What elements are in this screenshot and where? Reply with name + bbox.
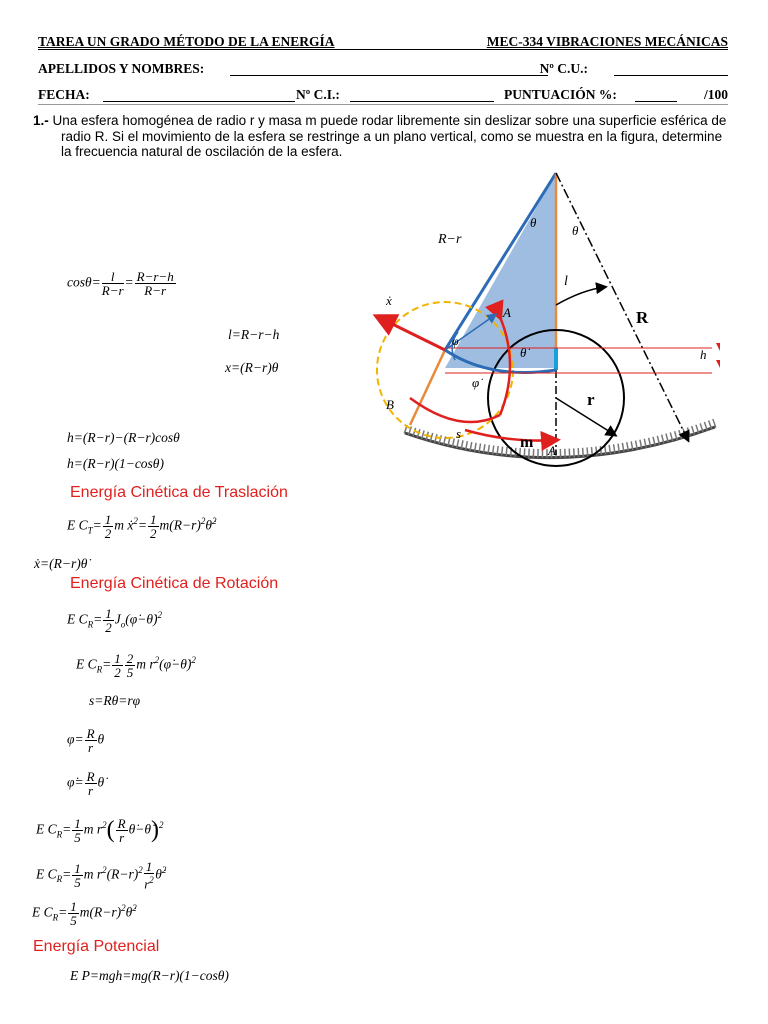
problem-statement [33,113,731,160]
equation-h2: h=(R−r)(1−cosθ) [67,456,164,471]
radius-line-orange [410,350,445,425]
equation-ecr2: E $C_R=$ $\frac{1}{2}$ $\frac{2}{5}$ m $r^2(\varphi̇-\thetȧ)^2$ [76,651,196,680]
equation-ecr1: E $C_R=$ $\frac{1}{2}$ $J_o(\varphi̇-\thetȧ)^2$ [67,606,162,635]
cu-field[interactable] [614,75,728,76]
big-radius-line [556,173,688,440]
cu-label: Nº C.U.: [539,61,588,76]
small-radius-arrow [556,398,615,435]
equation-phidot: φ̇= $\frac{R}{r}$ θ̇ [67,769,105,798]
equation-l: l=R−r−h [228,327,280,342]
sphere-diagram [360,165,720,470]
ci-field[interactable] [350,101,494,102]
section-traslacion: Energía Cinética de Traslación [70,484,288,501]
equation-phi: φ= $\frac{R}{r}$ θ [67,726,105,755]
label-m: m [520,434,534,451]
label-A-bottom: A [548,443,556,458]
label-theta-dot: θ̇ [520,345,527,360]
course-title: MEC-334 VIBRACIONES MECÁNICAS [486,34,728,49]
puntuacion-total: /100 [703,87,728,102]
label-R-minus-r: R−r [438,232,462,247]
equation-s: s=Rθ=rφ [89,693,141,708]
label-theta-2: θ [572,223,579,238]
header-rule [38,49,728,50]
header-title-row [38,34,728,50]
assignment-title: TAREA UN GRADO MÉTODO DE LA ENERGÍA [38,34,335,49]
apellidos-field[interactable] [230,75,548,76]
equation-ecr5: E $C_R=$ $\frac{1}{5}$ $m(R-r)^2\thetȧ^2$ [32,899,137,928]
equation-xdot: ẋ=(R−r)θ̇ [34,556,88,571]
equation-ecr4: E $C_R=$ $\frac{1}{5}$ m $r^2(R-r)^2$ $\frac{1}{r^2}$ θ̇$^2$ [36,859,167,892]
puntuacion-label: PUNTUACIÓN %: [504,87,617,102]
ground-surface [405,423,715,458]
equation-cos: cosθ= $\frac{l}{R-r}$ = $\frac{R-r-h}{R-r}$ [67,269,174,298]
ci-label: Nº C.I.: [296,87,340,102]
fecha-field[interactable] [103,101,295,102]
label-theta-1: θ [530,215,537,230]
equation-h1: h=(R−r)−(R−r)cosθ [67,430,180,445]
s-arrow [465,430,556,441]
fecha-label: FECHA: [38,87,90,102]
label-r: r [587,390,595,409]
puntuacion-field[interactable] [635,101,677,102]
section-potencial: Energía Potencial [33,938,160,955]
label-phi-dot: φ̇ [472,375,480,390]
theta-arc [556,287,605,305]
velocity-arrow [378,317,445,350]
section-rotacion: Energía Cinética de Rotación [70,575,279,592]
equation-ecr3: E $C_R=$ $\frac{1}{5}$ m $r^2$( $\frac{R}{r}$ θ̇−θ̇)$^2$ [36,816,164,845]
label-A-top: A [503,305,511,320]
label-l: l [564,274,568,289]
label-phi: φ [452,334,459,348]
s-arc [410,398,500,422]
label-B: B [386,397,394,412]
label-xdot: ẋ [386,293,392,308]
label-h: h [700,347,707,362]
equation-ect: E $C_T=$ $\frac{1}{2}$ m ẋ$^2$= $\frac{1}{2}$ $m(R-r)^2\thetȧ^2$ [67,512,217,541]
header-bottom-rule [38,104,728,105]
problem-number: 1.- [33,113,49,128]
label-R: R [636,308,649,327]
problem-text: Una esfera homogénea de radio r y masa m puede rodar libremente sin deslizar sobre una superficie esférica de radio R. Si el movimiento de la esfera se restringe a un plano vertical, como se muestra en la figura, determine la frecuencia natural de oscilación de la esfera. [52,113,727,159]
apellidos-label: APELLIDOS Y NOMBRES: [38,61,205,76]
equation-ep: E P=mgh=mg(R−r)(1−cosθ) [70,968,229,983]
equation-x: x=(R−r)θ [225,360,279,375]
label-s: s [456,426,462,441]
